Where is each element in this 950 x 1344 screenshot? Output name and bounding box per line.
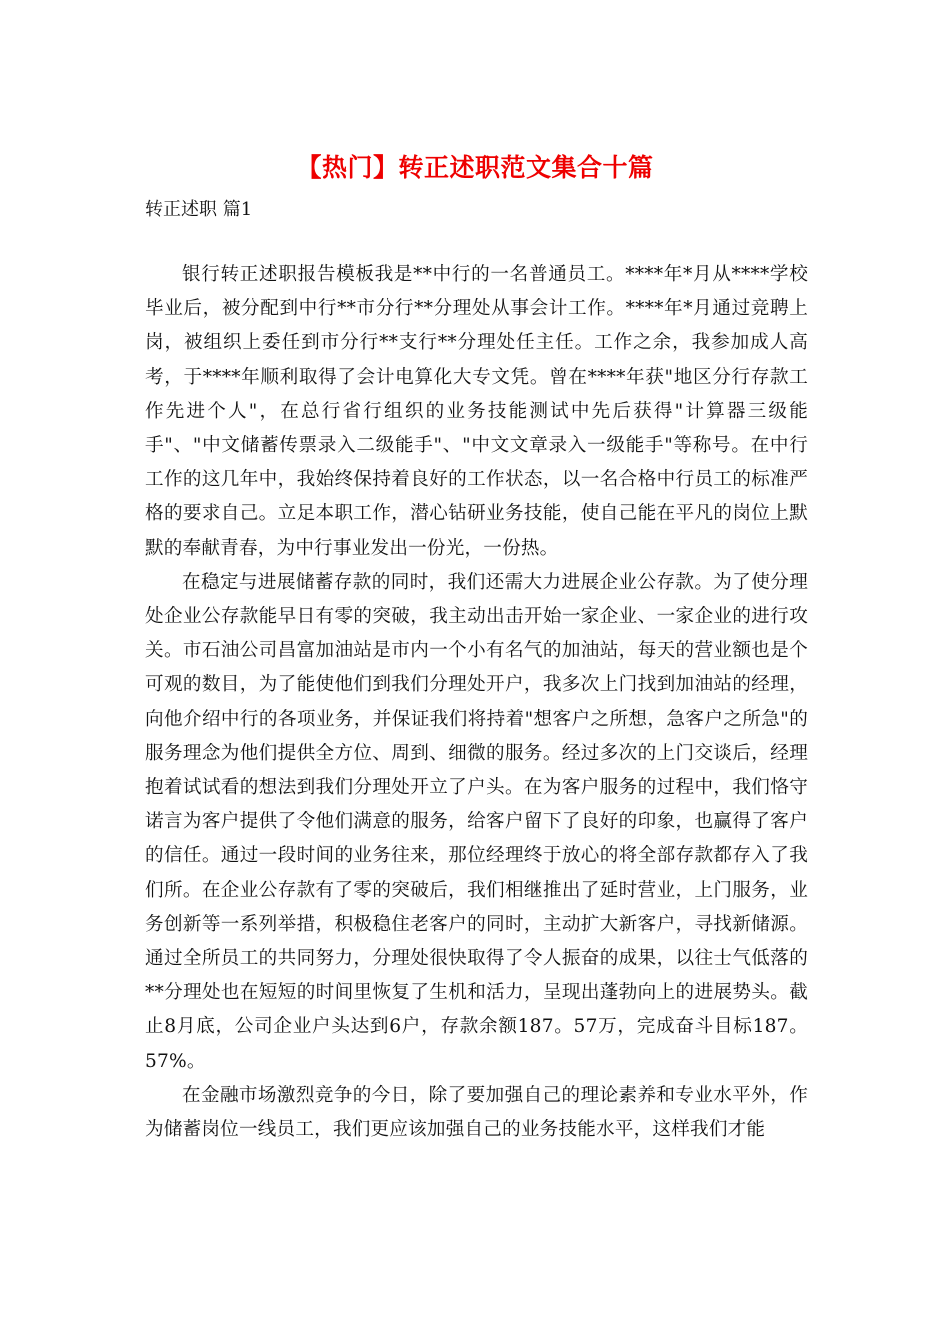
paragraph: 在稳定与进展储蓄存款的同时，我们还需大力进展企业公存款。为了使分理处企业公存款能早日有零的突破，我主动出击开始一家企业、一家企业的进行攻关。市石油公司昌富加油站是市内一个小有名气的加油站，每天的营业额也是个可观的数目，为了能使他们到我们分理处开户，我多次上门找到加油站的经理，向他介绍中行的各项业务，并保证我们将持着"想客户之所想，急客户之所急"的服务理念为他们提供全方位、周到、细微的服务。经过多次的上门交谈后，经理抱着试试看的想法到我们分理处开立了户头。在为客户服务的过程中，我们恪守诺言为客户提供了令他们满意的服务，给客户留下了良好的印象，也赢得了客户的信任。通过一段时间的业务往来，那位经理终于放心的将全部存款都存入了我们所。在企业公存款有了零的突破后，我们相继推出了延时营业，上门服务，业务创新等一系列举措，积极稳住老客户的同时，主动扩大新客户，寻找新储源。通过全所员工的共同努力，分理处很快取得了令人振奋的成果，以往士气低落的**分理处也在短短的时间里恢复了生机和活力，呈现出蓬勃向上的进展势头。截止8月底，公司企业户头达到6户，存款余额187。57万，完成奋斗目标187。57%。	[145, 571, 808, 1072]
section-heading: 转正述职 篇1	[145, 199, 253, 220]
paragraph: 银行转正述职报告模板我是**中行的一名普通员工。****年*月从****学校毕业后，被分配到中行**市分行**分理处从事会计工作。****年*月通过竞聘上岗，被组织上委任到市分行**支行**分理处任主任。工作之余，我参加成人高考，于****年顺利取得了会计电算化大专文凭。曾在****年获"地区分行存款工作先进个人"，在总行省行组织的业务技能测试中先后获得"计算器三级能手"、"中文储蓄传票录入二级能手"、"中文文章录入一级能手"等称号。在中行工作的这几年中，我始终保持着良好的工作状态，以一名合格中行员工的标准严格的要求自己。立足本职工作，潜心钻研业务技能，使自己能在平凡的岗位上默默的奉献青春，为中行事业发出一份光，一份热。	[145, 264, 808, 559]
document-title: 【热门】转正述职范文集合十篇	[296, 153, 654, 182]
document-body	[145, 258, 808, 1147]
paragraph: 在金融市场激烈竞争的今日，除了要加强自己的理论素养和专业水平外，作为储蓄岗位一线员工，我们更应该加强自己的业务技能水平，这样我们才能	[145, 1084, 808, 1141]
